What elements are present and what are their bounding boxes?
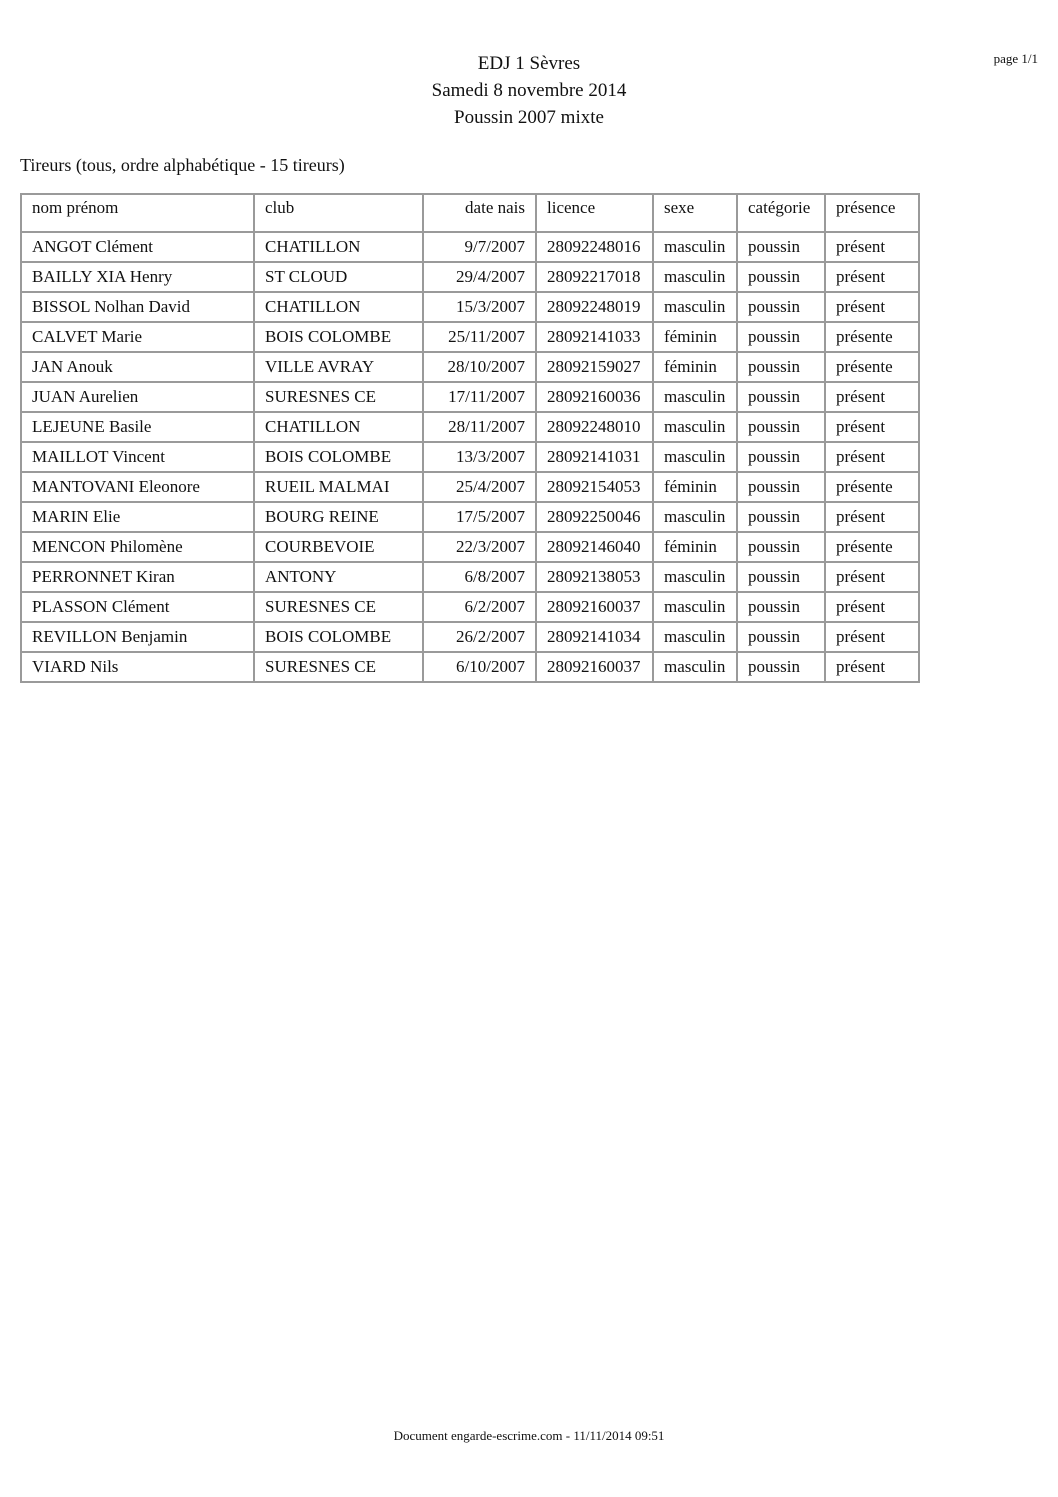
cell-sex: féminin: [653, 322, 737, 352]
cell-category: poussin: [737, 502, 825, 532]
cell-presence: présent: [825, 292, 919, 322]
cell-club: CHATILLON: [254, 412, 423, 442]
table-row: [21, 292, 919, 322]
cell-birthdate: 9/7/2007: [423, 232, 536, 262]
cell-license: 28092250046: [536, 502, 653, 532]
cell-club: SURESNES CE: [254, 592, 423, 622]
cell-category: poussin: [737, 622, 825, 652]
column-header-club: club: [254, 194, 423, 232]
event-title: EDJ 1 Sèvres: [477, 53, 581, 74]
cell-license: 28092141031: [536, 442, 653, 472]
column-header-name: nom prénom: [21, 194, 254, 232]
cell-name: CALVET Marie: [21, 322, 254, 352]
cell-license: 28092146040: [536, 532, 653, 562]
cell-license: 28092154053: [536, 472, 653, 502]
column-header-birthdate: date nais: [423, 194, 536, 232]
table-row: [21, 352, 919, 382]
table-row: [21, 472, 919, 502]
cell-name: VIARD Nils: [21, 652, 254, 682]
cell-club: SURESNES CE: [254, 382, 423, 412]
cell-birthdate: 28/11/2007: [423, 412, 536, 442]
table-row: [21, 262, 919, 292]
cell-category: poussin: [737, 352, 825, 382]
cell-license: 28092248019: [536, 292, 653, 322]
cell-name: MENCON Philomène: [21, 532, 254, 562]
cell-name: PERRONNET Kiran: [21, 562, 254, 592]
cell-club: RUEIL MALMAI: [254, 472, 423, 502]
cell-birthdate: 6/8/2007: [423, 562, 536, 592]
cell-category: poussin: [737, 382, 825, 412]
cell-license: 28092160036: [536, 382, 653, 412]
cell-presence: présent: [825, 412, 919, 442]
cell-category: poussin: [737, 232, 825, 262]
column-header-category: catégorie: [737, 194, 825, 232]
cell-presence: présent: [825, 652, 919, 682]
table-row: [21, 532, 919, 562]
cell-category: poussin: [737, 652, 825, 682]
cell-name: PLASSON Clément: [21, 592, 254, 622]
cell-club: BOIS COLOMBE: [254, 322, 423, 352]
cell-birthdate: 25/4/2007: [423, 472, 536, 502]
cell-sex: masculin: [653, 412, 737, 442]
cell-name: BAILLY XIA Henry: [21, 262, 254, 292]
cell-license: 28092141034: [536, 622, 653, 652]
table-row: [21, 622, 919, 652]
cell-birthdate: 17/5/2007: [423, 502, 536, 532]
cell-name: MANTOVANI Eleonore: [21, 472, 254, 502]
cell-club: BOIS COLOMBE: [254, 622, 423, 652]
table-row: [21, 322, 919, 352]
document-header: [0, 50, 1058, 131]
cell-license: 28092248010: [536, 412, 653, 442]
cell-name: LEJEUNE Basile: [21, 412, 254, 442]
cell-sex: masculin: [653, 232, 737, 262]
table-row: [21, 232, 919, 262]
cell-birthdate: 6/10/2007: [423, 652, 536, 682]
list-subtitle: Tireurs (tous, ordre alphabétique - 15 tireurs): [20, 155, 345, 175]
cell-presence: présent: [825, 592, 919, 622]
cell-category: poussin: [737, 442, 825, 472]
cell-birthdate: 29/4/2007: [423, 262, 536, 292]
cell-category: poussin: [737, 262, 825, 292]
cell-name: ANGOT Clément: [21, 232, 254, 262]
cell-sex: masculin: [653, 622, 737, 652]
event-date: Samedi 8 novembre 2014: [431, 80, 627, 101]
cell-club: BOURG REINE: [254, 502, 423, 532]
column-header-sex: sexe: [653, 194, 737, 232]
event-category: Poussin 2007 mixte: [454, 107, 604, 128]
cell-sex: masculin: [653, 262, 737, 292]
cell-license: 28092138053: [536, 562, 653, 592]
cell-sex: féminin: [653, 352, 737, 382]
cell-sex: masculin: [653, 592, 737, 622]
cell-category: poussin: [737, 532, 825, 562]
cell-sex: féminin: [653, 532, 737, 562]
cell-category: poussin: [737, 322, 825, 352]
cell-club: CHATILLON: [254, 232, 423, 262]
table-row: [21, 562, 919, 592]
cell-presence: présent: [825, 382, 919, 412]
cell-birthdate: 25/11/2007: [423, 322, 536, 352]
cell-category: poussin: [737, 292, 825, 322]
cell-category: poussin: [737, 592, 825, 622]
cell-club: ANTONY: [254, 562, 423, 592]
cell-presence: présent: [825, 232, 919, 262]
cell-club: CHATILLON: [254, 292, 423, 322]
cell-birthdate: 15/3/2007: [423, 292, 536, 322]
cell-club: ST CLOUD: [254, 262, 423, 292]
cell-name: REVILLON Benjamin: [21, 622, 254, 652]
cell-sex: masculin: [653, 292, 737, 322]
cell-license: 28092160037: [536, 592, 653, 622]
cell-license: 28092248016: [536, 232, 653, 262]
cell-birthdate: 13/3/2007: [423, 442, 536, 472]
cell-category: poussin: [737, 562, 825, 592]
cell-license: 28092159027: [536, 352, 653, 382]
table-row: [21, 592, 919, 622]
cell-presence: présent: [825, 442, 919, 472]
table-header-row: [21, 194, 919, 232]
cell-birthdate: 17/11/2007: [423, 382, 536, 412]
table-row: [21, 412, 919, 442]
column-header-presence: présence: [825, 194, 919, 232]
cell-name: JAN Anouk: [21, 352, 254, 382]
cell-presence: présent: [825, 502, 919, 532]
page-number: page 1/1: [993, 51, 1038, 66]
cell-club: SURESNES CE: [254, 652, 423, 682]
document-footer: Document engarde-escrime.com - 11/11/2014 09:51: [393, 1428, 665, 1443]
cell-license: 28092160037: [536, 652, 653, 682]
cell-name: JUAN Aurelien: [21, 382, 254, 412]
cell-name: BISSOL Nolhan David: [21, 292, 254, 322]
cell-license: 28092141033: [536, 322, 653, 352]
cell-sex: masculin: [653, 382, 737, 412]
cell-category: poussin: [737, 472, 825, 502]
fencers-table: [20, 193, 920, 683]
column-header-license: licence: [536, 194, 653, 232]
cell-birthdate: 22/3/2007: [423, 532, 536, 562]
cell-club: VILLE AVRAY: [254, 352, 423, 382]
cell-sex: féminin: [653, 472, 737, 502]
cell-category: poussin: [737, 412, 825, 442]
cell-name: MARIN Elie: [21, 502, 254, 532]
cell-presence: présente: [825, 352, 919, 382]
cell-presence: présente: [825, 472, 919, 502]
cell-club: COURBEVOIE: [254, 532, 423, 562]
cell-sex: masculin: [653, 502, 737, 532]
table-row: [21, 502, 919, 532]
cell-birthdate: 26/2/2007: [423, 622, 536, 652]
cell-presence: présent: [825, 262, 919, 292]
table-row: [21, 442, 919, 472]
cell-birthdate: 28/10/2007: [423, 352, 536, 382]
cell-license: 28092217018: [536, 262, 653, 292]
table-row: [21, 652, 919, 682]
cell-presence: présent: [825, 622, 919, 652]
cell-sex: masculin: [653, 562, 737, 592]
cell-presence: présent: [825, 562, 919, 592]
cell-presence: présente: [825, 532, 919, 562]
cell-club: BOIS COLOMBE: [254, 442, 423, 472]
cell-sex: masculin: [653, 652, 737, 682]
cell-sex: masculin: [653, 442, 737, 472]
cell-name: MAILLOT Vincent: [21, 442, 254, 472]
cell-presence: présente: [825, 322, 919, 352]
table-row: [21, 382, 919, 412]
cell-birthdate: 6/2/2007: [423, 592, 536, 622]
